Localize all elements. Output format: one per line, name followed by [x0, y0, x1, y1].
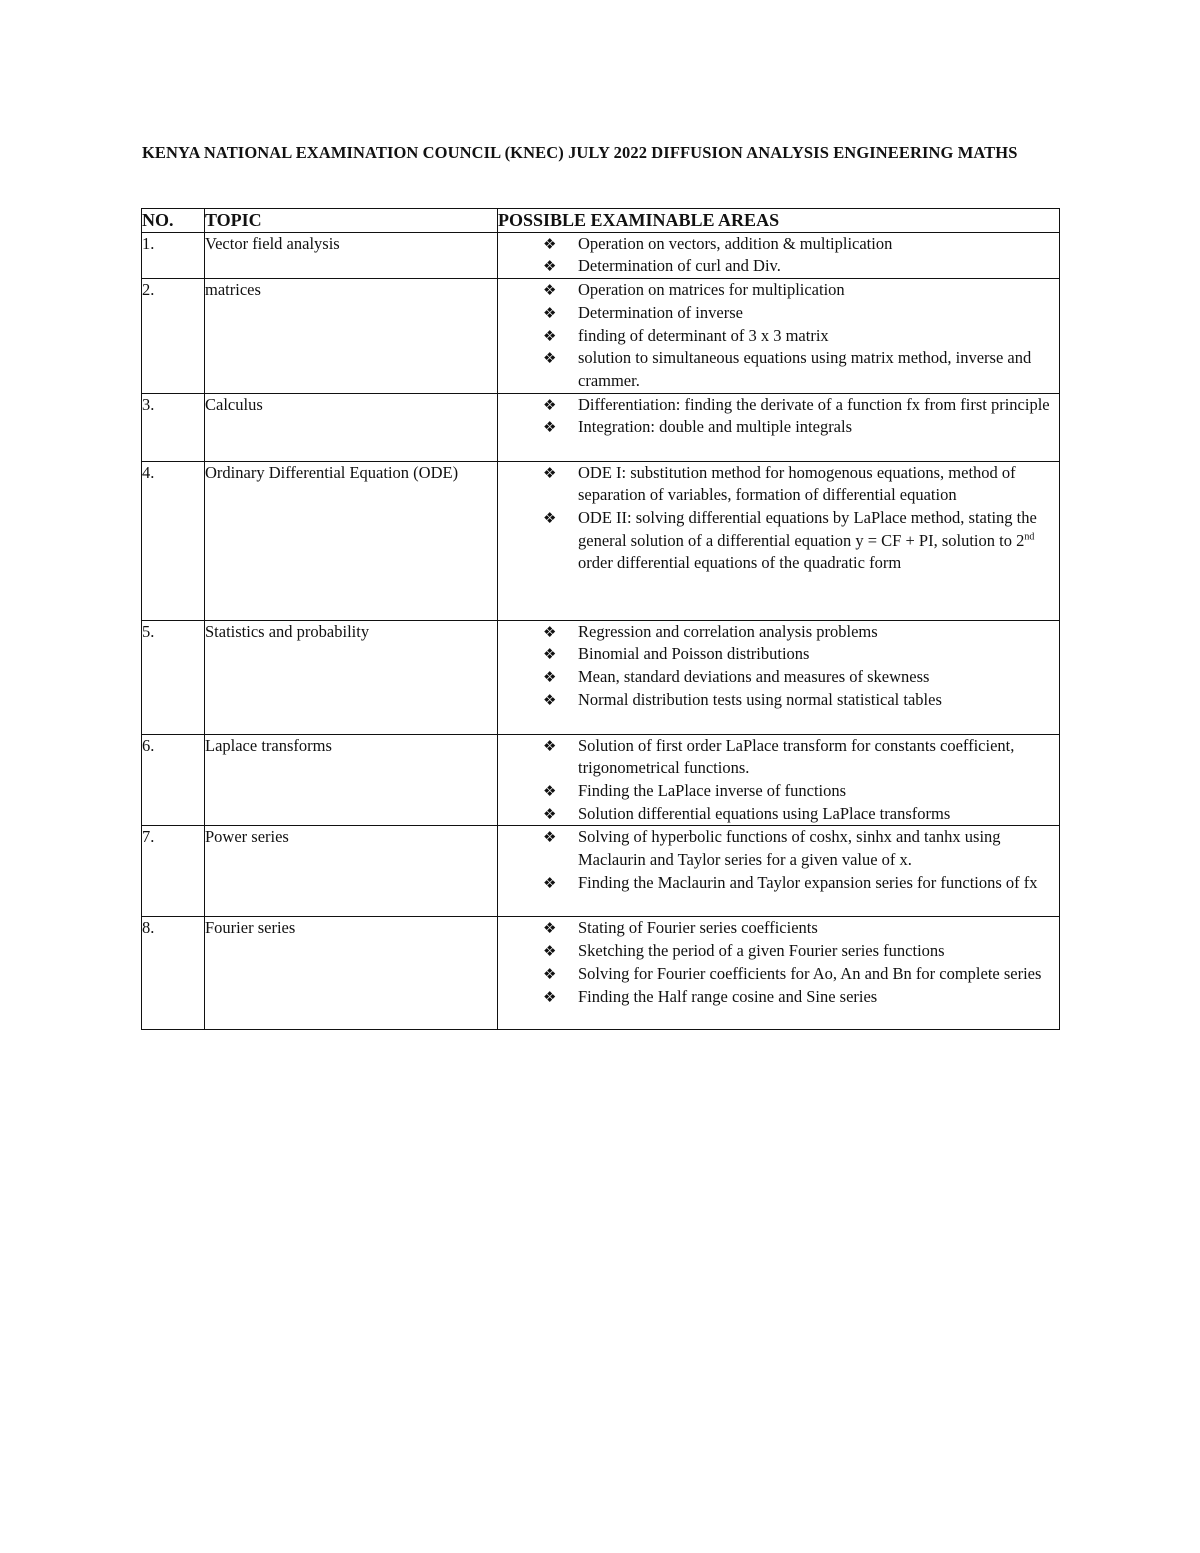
row-topic: Calculus [205, 393, 498, 461]
row-topic: matrices [205, 279, 498, 394]
area-text: Solving of hyperbolic functions of coshx, sinhx and tanhx using Maclaurin and Taylor series for a given value of x. [578, 827, 1001, 870]
list-item [498, 462, 1059, 507]
examinable-areas-list [498, 279, 1059, 393]
area-text: Finding the LaPlace inverse of functions [578, 781, 847, 801]
examinable-areas-list [498, 621, 1059, 712]
four-diamond-bullet-icon: ❖ [543, 736, 557, 755]
four-diamond-bullet-icon: ❖ [543, 804, 557, 823]
list-item [498, 507, 1059, 575]
area-text: Binomial and Poisson distributions [578, 644, 810, 664]
area-text: ODE I: substitution method for homogenous equations, method of separation of variables, formation of differential equation [578, 462, 1016, 505]
four-diamond-bullet-icon: ❖ [543, 418, 557, 437]
area-text: Solving for Fourier coefficients for Ao, An and Bn for complete series [578, 963, 1042, 983]
row-topic: Power series [205, 826, 498, 917]
row-number: 2. [142, 279, 205, 394]
column-header-topic: TOPIC [205, 209, 498, 233]
four-diamond-bullet-icon: ❖ [543, 668, 557, 687]
area-text: Differentiation: finding the derivate of a function fx from first principle [578, 394, 1050, 414]
four-diamond-bullet-icon: ❖ [543, 987, 557, 1006]
list-item [498, 803, 1059, 826]
topics-table [141, 208, 1060, 1030]
area-text: ODE II: solving differential equations by LaPlace method, stating the general solution of a differential equation y = CF + PI, solution to 2nd order differential equations of the quadratic form [578, 508, 1037, 573]
examinable-areas-list [498, 394, 1059, 439]
area-text: Solution differential equations using LaPlace transforms [578, 803, 951, 823]
list-item [498, 394, 1059, 417]
list-item [498, 872, 1059, 895]
four-diamond-bullet-icon: ❖ [543, 303, 557, 322]
table-row [142, 826, 1060, 917]
four-diamond-bullet-icon: ❖ [543, 690, 557, 709]
four-diamond-bullet-icon: ❖ [543, 509, 557, 528]
list-item [498, 255, 1059, 278]
examinable-areas-list [498, 917, 1059, 1008]
area-text: Determination of curl and Div. [578, 256, 781, 276]
examinable-areas-list [498, 826, 1059, 894]
row-examinable-areas [498, 917, 1060, 1030]
area-text: Operation on matrices for multiplication [578, 280, 845, 300]
table-row [142, 917, 1060, 1030]
row-topic: Vector field analysis [205, 232, 498, 278]
row-topic: Ordinary Differential Equation (ODE) [205, 461, 498, 620]
examinable-areas-list [498, 462, 1059, 576]
list-item [498, 780, 1059, 803]
four-diamond-bullet-icon: ❖ [543, 964, 557, 983]
four-diamond-bullet-icon: ❖ [543, 622, 557, 641]
row-number: 8. [142, 917, 205, 1030]
list-item [498, 302, 1059, 325]
four-diamond-bullet-icon: ❖ [543, 257, 557, 276]
table-row [142, 232, 1060, 278]
document-title: KENYA NATIONAL EXAMINATION COUNCIL (KNEC) JULY 2022 DIFFUSION ANALYSIS ENGINEERING MATHS [142, 143, 1018, 162]
list-item [498, 986, 1059, 1009]
four-diamond-bullet-icon: ❖ [543, 645, 557, 664]
table-row [142, 279, 1060, 394]
column-header-areas: POSSIBLE EXAMINABLE AREAS [498, 209, 1060, 233]
examinable-areas-list [498, 735, 1059, 826]
row-examinable-areas [498, 232, 1060, 278]
table-header-row [142, 209, 1060, 233]
four-diamond-bullet-icon: ❖ [543, 828, 557, 847]
area-text: Sketching the period of a given Fourier series functions [578, 941, 945, 961]
four-diamond-bullet-icon: ❖ [543, 326, 557, 345]
area-text: Operation on vectors, addition & multiplication [578, 233, 893, 253]
row-examinable-areas [498, 620, 1060, 734]
area-text: Finding the Half range cosine and Sine series [578, 986, 878, 1006]
table-row [142, 393, 1060, 461]
four-diamond-bullet-icon: ❖ [543, 873, 557, 892]
list-item [498, 940, 1059, 963]
area-text: Normal distribution tests using normal statistical tables [578, 689, 942, 709]
row-examinable-areas [498, 461, 1060, 620]
area-text: Regression and correlation analysis problems [578, 621, 878, 641]
list-item [498, 621, 1059, 644]
table-row [142, 734, 1060, 826]
four-diamond-bullet-icon: ❖ [543, 281, 557, 300]
row-topic: Statistics and probability [205, 620, 498, 734]
area-text: Solution of first order LaPlace transform for constants coefficient, trigonometrical functions. [578, 735, 1015, 778]
list-item [498, 279, 1059, 302]
row-examinable-areas [498, 393, 1060, 461]
table-row [142, 461, 1060, 620]
list-item [498, 325, 1059, 348]
row-topic: Laplace transforms [205, 734, 498, 826]
row-number: 5. [142, 620, 205, 734]
row-number: 6. [142, 734, 205, 826]
four-diamond-bullet-icon: ❖ [543, 234, 557, 253]
list-item [498, 643, 1059, 666]
examinable-areas-list [498, 233, 1059, 278]
list-item [498, 826, 1059, 871]
list-item [498, 666, 1059, 689]
row-number: 7. [142, 826, 205, 917]
area-text: Finding the Maclaurin and Taylor expansion series for functions of fx [578, 872, 1038, 892]
table-row [142, 620, 1060, 734]
four-diamond-bullet-icon: ❖ [543, 463, 557, 482]
four-diamond-bullet-icon: ❖ [543, 349, 557, 368]
four-diamond-bullet-icon: ❖ [543, 782, 557, 801]
list-item [498, 963, 1059, 986]
list-item [498, 233, 1059, 256]
row-examinable-areas [498, 279, 1060, 394]
list-item [498, 347, 1059, 392]
four-diamond-bullet-icon: ❖ [543, 942, 557, 961]
area-text: Mean, standard deviations and measures of skewness [578, 667, 930, 687]
column-header-no: NO. [142, 209, 205, 233]
row-topic: Fourier series [205, 917, 498, 1030]
list-item [498, 689, 1059, 712]
list-item [498, 917, 1059, 940]
list-item [498, 416, 1059, 439]
area-text: Stating of Fourier series coefficients [578, 918, 818, 938]
area-text: solution to simultaneous equations using matrix method, inverse and crammer. [578, 348, 1032, 390]
row-examinable-areas [498, 826, 1060, 917]
row-number: 1. [142, 232, 205, 278]
four-diamond-bullet-icon: ❖ [543, 919, 557, 938]
four-diamond-bullet-icon: ❖ [543, 395, 557, 414]
row-number: 4. [142, 461, 205, 620]
area-text: Integration: double and multiple integrals [578, 417, 853, 437]
area-text: finding of determinant of 3 x 3 matrix [578, 325, 829, 345]
row-number: 3. [142, 393, 205, 461]
list-item [498, 735, 1059, 780]
row-examinable-areas [498, 734, 1060, 826]
area-text: Determination of inverse [578, 302, 743, 322]
